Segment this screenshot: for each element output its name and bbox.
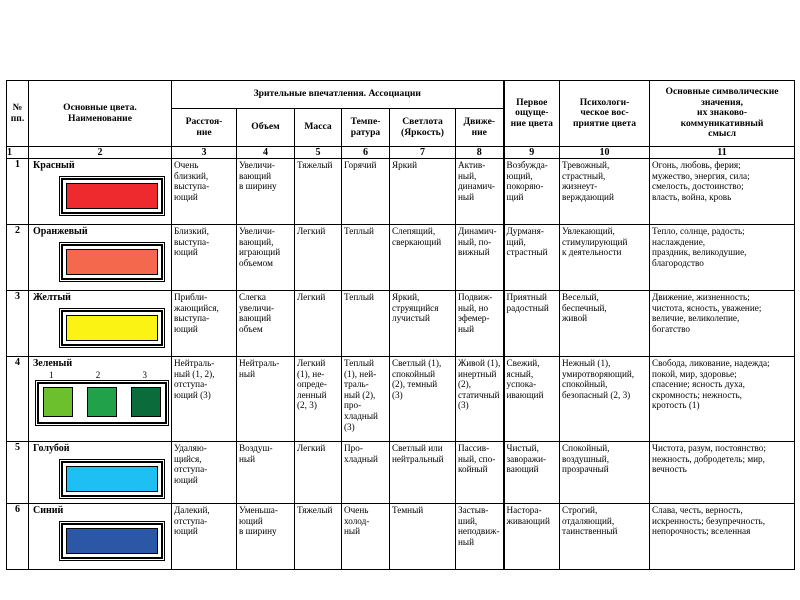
shade-number: 3: [142, 369, 147, 380]
table-row: [7, 442, 795, 504]
first-cell: Дурманя- щий, страстный: [504, 225, 560, 291]
row-number: 5: [7, 442, 29, 504]
color-swatch: [66, 183, 158, 209]
header-psych: Психологи- ческое вос- приятие цвета: [560, 81, 650, 147]
header-mass: Масса: [295, 109, 342, 147]
lightness-cell: Яркий, струящийся лучистый: [390, 291, 456, 357]
volume-cell: Слегка увеличи- вающий объем: [237, 291, 295, 357]
motion-cell: Динамич- ный, по- вижный: [456, 225, 504, 291]
symbolic-cell: Огонь, любовь, ферия; мужество, энергия, сила; смелость, достоинство; власть, война, кровь: [650, 159, 795, 225]
first-cell: Приятный радостный: [504, 291, 560, 357]
table-row: [7, 504, 795, 570]
temperature-cell: Теплый (1), ней- траль- ный (2), про- хладный (3): [342, 357, 390, 442]
row-number: 6: [7, 504, 29, 570]
column-number: 1: [7, 147, 29, 159]
mass-cell: Тяжелый: [295, 504, 342, 570]
color-name: Красный: [33, 160, 75, 171]
shade-number: 1: [49, 369, 54, 380]
header-temperature: Темпе- ратура: [342, 109, 390, 147]
color-swatch-frame: [61, 461, 163, 497]
symbolic-cell: Чистота, разум, постоянство; нежность, добродетель; мир, вечность: [650, 442, 795, 504]
color-name-cell: [29, 225, 172, 291]
volume-cell: Увеличи- вающий в ширину: [237, 159, 295, 225]
temperature-cell: Теплый: [342, 225, 390, 291]
distance-cell: Далекий, отступа- ющий: [172, 504, 237, 570]
color-swatch: [66, 528, 158, 554]
table-row: [7, 291, 795, 357]
column-number: 10: [560, 147, 650, 159]
distance-cell: Прибли- жающийся, выступа- ющий: [172, 291, 237, 357]
shade-number: 2: [95, 369, 101, 380]
symbolic-cell: Тепло, солнце, радость; наслаждение, праздник, великодушие, благородство: [650, 225, 795, 291]
table-row: [7, 159, 795, 225]
column-number: 9: [504, 147, 560, 159]
row-number: 1: [7, 159, 29, 225]
color-name: Синий: [33, 505, 64, 516]
first-cell: Настора- живающий: [504, 504, 560, 570]
header-colors: Основные цвета. Наименование: [29, 81, 172, 147]
column-number: 4: [237, 147, 295, 159]
shade-numbers: [49, 370, 147, 380]
temperature-cell: Теплый: [342, 291, 390, 357]
header-visual: Зрительные впечатления. Ассоциации: [172, 81, 504, 109]
temperature-cell: Очень холод- ный: [342, 504, 390, 570]
motion-cell: Живой (1), инертный (2), статичный (3): [456, 357, 504, 442]
temperature-cell: Про- хладный: [342, 442, 390, 504]
motion-cell: Подвиж- ный, но эфемер- ный: [456, 291, 504, 357]
psych-cell: Строгий, отдаляющий, таинственный: [560, 504, 650, 570]
color-name-cell: [29, 442, 172, 504]
volume-cell: Нейтраль- ный: [237, 357, 295, 442]
color-name-cell: [29, 357, 172, 442]
column-number: 3: [172, 147, 237, 159]
color-swatch-frame: [61, 244, 163, 280]
color-name: Зеленый: [33, 358, 73, 369]
color-name-cell: [29, 291, 172, 357]
header-num: № пп.: [7, 81, 29, 147]
color-name-cell: [29, 159, 172, 225]
color-swatch-frame: [61, 523, 163, 559]
header-lightness: Светлота (Яркость): [390, 109, 456, 147]
distance-cell: Удаляю- щийся, отступа- ющий: [172, 442, 237, 504]
row-number: 2: [7, 225, 29, 291]
first-cell: Свежий, ясный, успока- ивающий: [504, 357, 560, 442]
distance-cell: Очень близкий, выступа- ющий: [172, 159, 237, 225]
psych-cell: Спокойный, воздушный, прозрачный: [560, 442, 650, 504]
color-name-cell: [29, 504, 172, 570]
mass-cell: Легкий: [295, 225, 342, 291]
psych-cell: Тревожный, страстный, жизнеут- верждающий: [560, 159, 650, 225]
lightness-cell: Темный: [390, 504, 456, 570]
distance-cell: Близкий, выступа- ющий: [172, 225, 237, 291]
color-associations-table: [6, 80, 795, 570]
lightness-cell: Светлый (1), спокойный (2), темный (3): [390, 357, 456, 442]
first-cell: Возбужда- ющий, покоряю- щий: [504, 159, 560, 225]
volume-cell: Уменьша- ющий в ширину: [237, 504, 295, 570]
color-swatch: [131, 387, 161, 417]
symbolic-cell: Движение, жизненность; чистота, ясность, уважение; величие, великолепие, богатство: [650, 291, 795, 357]
first-cell: Чистый, заворажи- вающий: [504, 442, 560, 504]
header-first: Первое ощуще- ние цвета: [504, 81, 560, 147]
color-name: Голубой: [33, 443, 70, 454]
color-name: Оранжевый: [33, 226, 88, 237]
mass-cell: Легкий (1), не- опреде- ленный (2, 3): [295, 357, 342, 442]
column-number-row: [7, 147, 795, 159]
color-swatch: [66, 315, 158, 341]
color-name: Желтый: [33, 292, 71, 303]
column-number: 5: [295, 147, 342, 159]
mass-cell: Легкий: [295, 291, 342, 357]
column-number: 11: [650, 147, 795, 159]
symbolic-cell: Свобода, ликование, надежда; покой, мир, здоровье; спасение; ясность духа, скромность; нежность, кротость (1): [650, 357, 795, 442]
psych-cell: Нежный (1), умиротворяющий, спокойный, безопасный (2, 3): [560, 357, 650, 442]
psych-cell: Увлекающий, стимулирующий к деятельности: [560, 225, 650, 291]
header-motion: Движе- ние: [456, 109, 504, 147]
mass-cell: Легкий: [295, 442, 342, 504]
column-number: 7: [390, 147, 456, 159]
volume-cell: Воздуш- ный: [237, 442, 295, 504]
color-swatch-frame: [61, 310, 163, 346]
column-number: 2: [29, 147, 172, 159]
symbolic-cell: Слава, честь, верность, искренность; безупречность, непорочность; вселенная: [650, 504, 795, 570]
lightness-cell: Слепящий, сверкающий: [390, 225, 456, 291]
psych-cell: Веселый, беспечный, живой: [560, 291, 650, 357]
temperature-cell: Горячий: [342, 159, 390, 225]
column-number: 6: [342, 147, 390, 159]
table-row: [7, 357, 795, 442]
volume-cell: Увеличи- вающий, играющий объемом: [237, 225, 295, 291]
header-symbolic: Основные символические значения, их знаково- коммуникативный смысл: [650, 81, 795, 147]
lightness-cell: Светлый или нейтральный: [390, 442, 456, 504]
color-swatch: [66, 466, 158, 492]
header-volume: Объем: [237, 109, 295, 147]
motion-cell: Актив- ный, динамич- ный: [456, 159, 504, 225]
lightness-cell: Яркий: [390, 159, 456, 225]
motion-cell: Застыв- ший, неподвиж- ный: [456, 504, 504, 570]
mass-cell: Тяжелый: [295, 159, 342, 225]
color-swatch-frame: [37, 382, 167, 424]
distance-cell: Нейтраль- ный (1, 2), отступа- ющий (3): [172, 357, 237, 442]
table-row: [7, 225, 795, 291]
color-swatch: [43, 387, 73, 417]
row-number: 3: [7, 291, 29, 357]
column-number: 8: [456, 147, 504, 159]
header-distance: Расстоя- ние: [172, 109, 237, 147]
color-swatch: [87, 387, 117, 417]
row-number: 4: [7, 357, 29, 442]
motion-cell: Пассив- ный, спо- койный: [456, 442, 504, 504]
color-swatch-frame: [61, 178, 163, 214]
color-swatch: [66, 249, 158, 275]
